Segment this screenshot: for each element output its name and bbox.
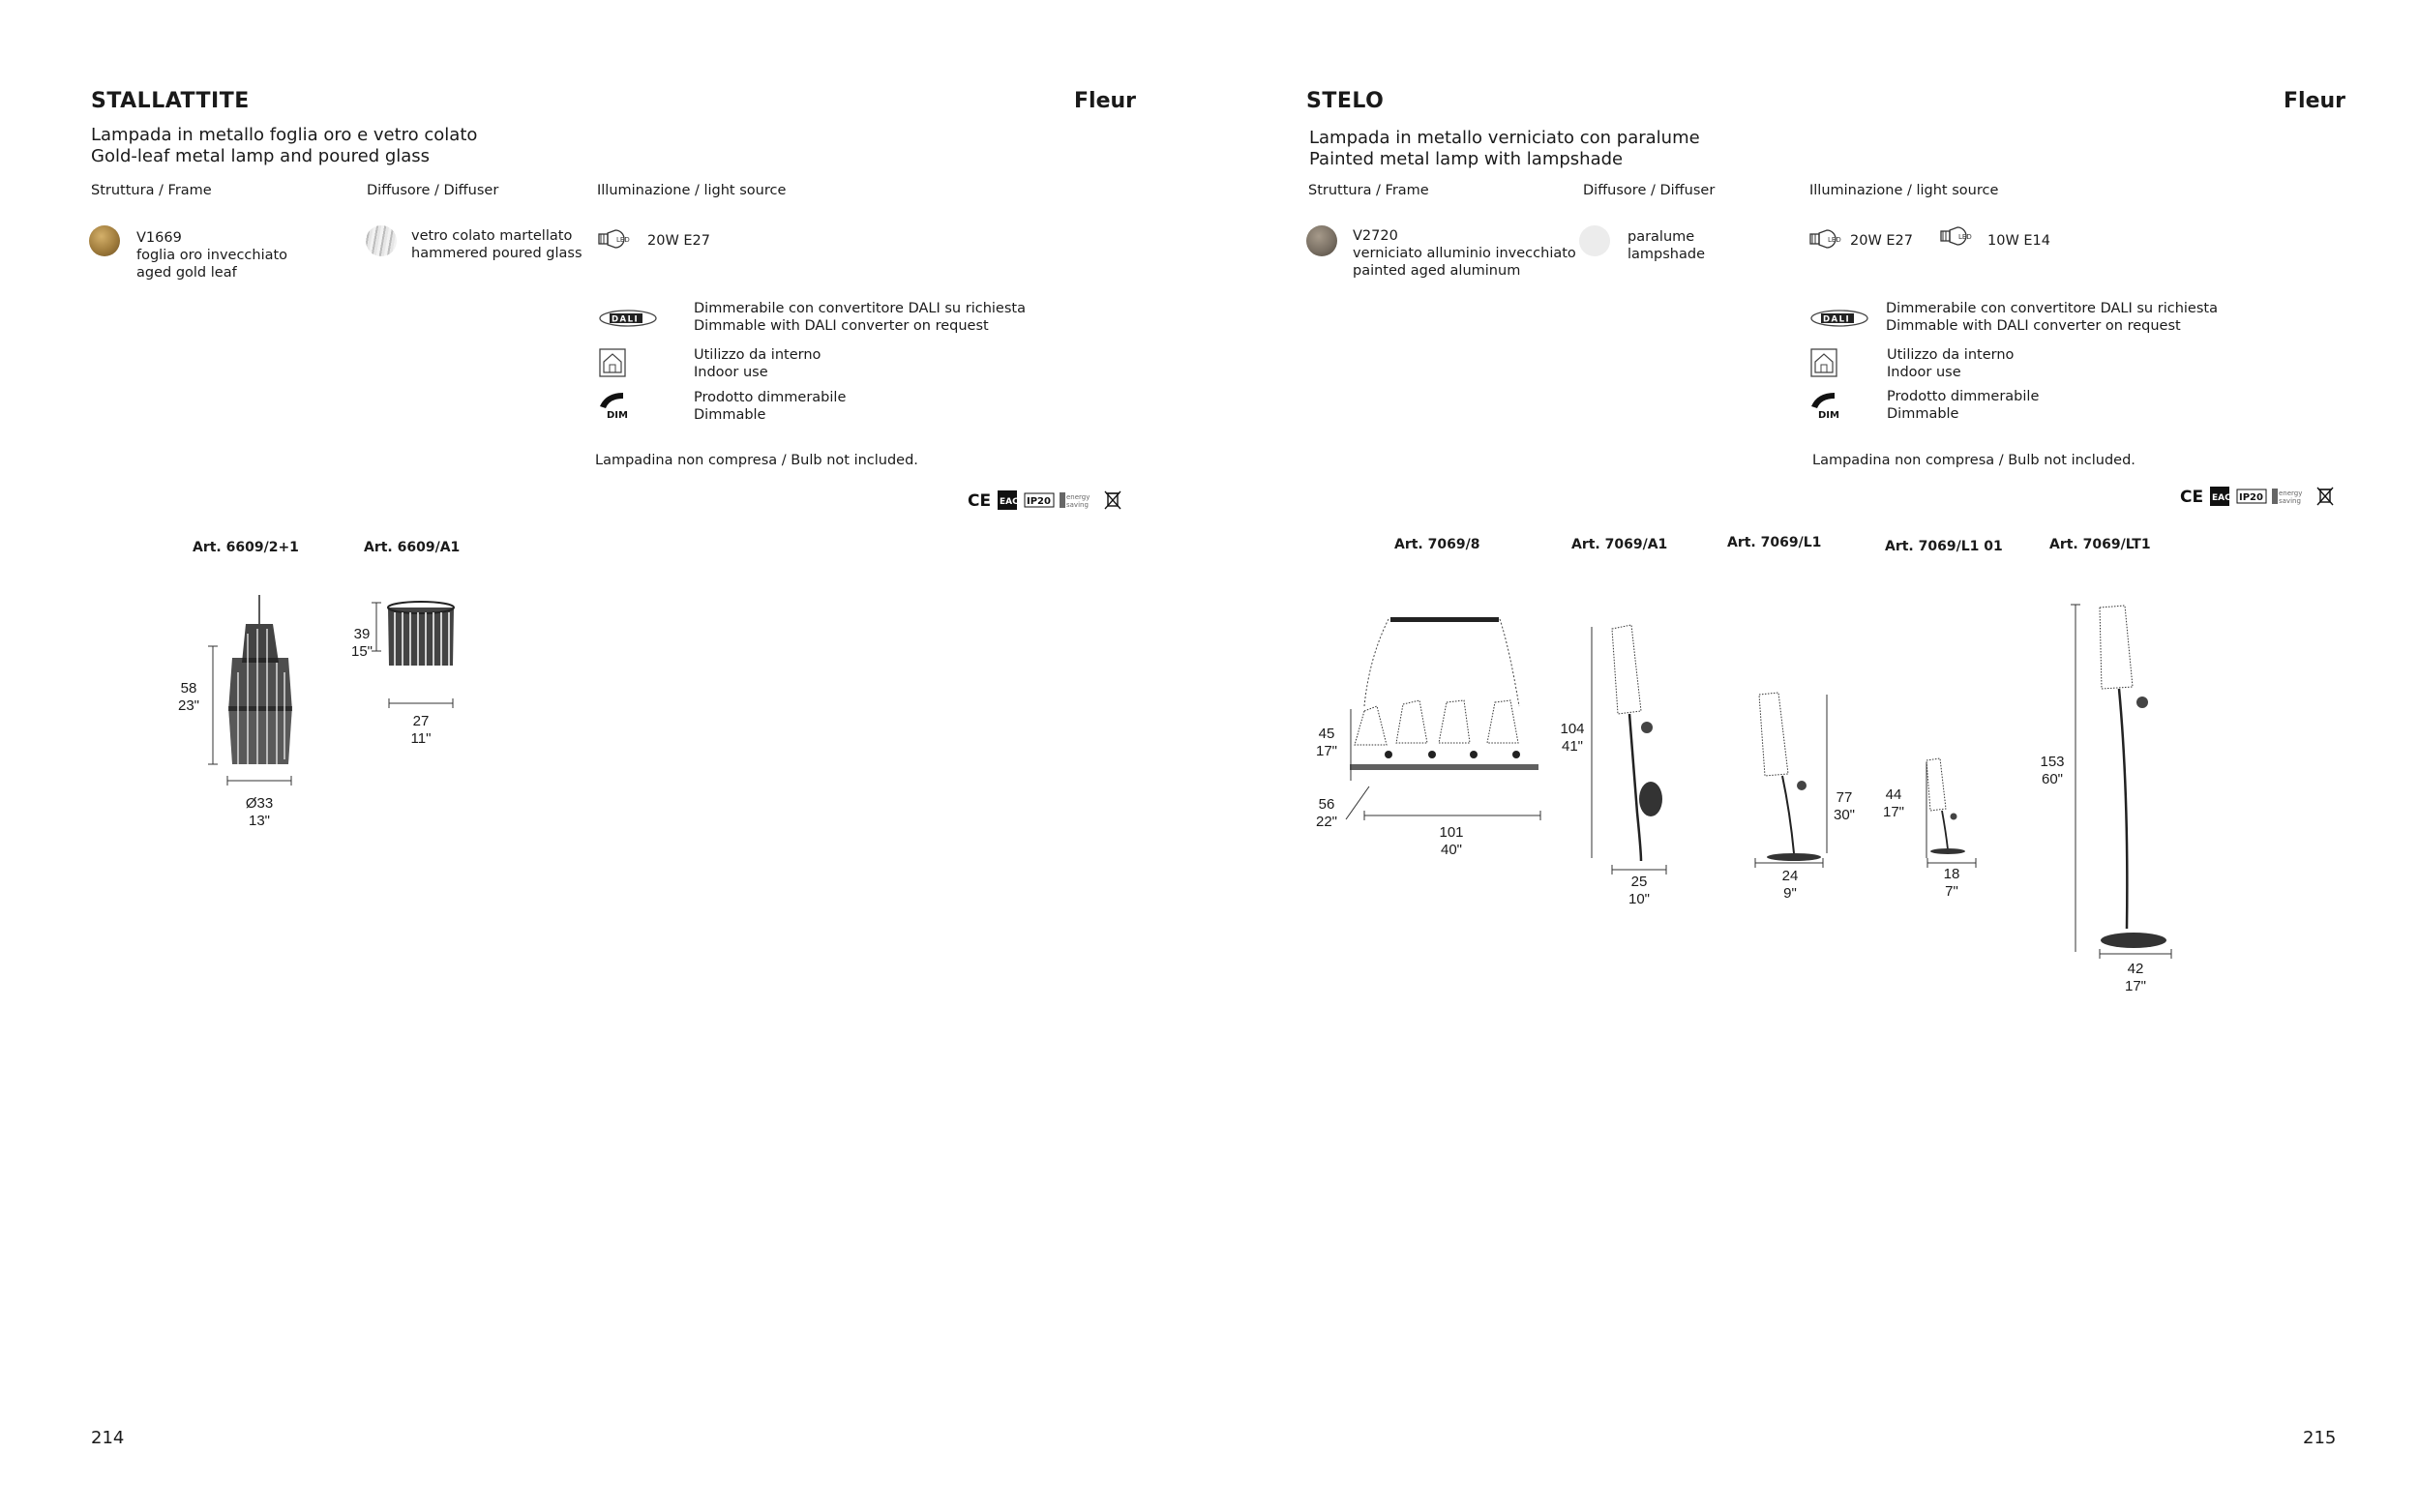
svg-text:LED: LED (1828, 236, 1841, 244)
dimension-width: 27 (412, 713, 430, 729)
led-bulb-icon (1809, 229, 1848, 249)
dali-en: Dimmable with DALI converter on request (694, 318, 989, 334)
svg-text:EAC: EAC (2212, 493, 2231, 503)
indoor-use-icon (1810, 348, 1837, 377)
indoor-it: Utilizzo da interno (694, 347, 821, 363)
dimension-width: 24 (1781, 868, 1799, 884)
dimmable-en: Dimmable (1887, 406, 1959, 422)
dimension-width: 42 (2127, 961, 2144, 977)
dimension-height: 58 (180, 680, 197, 697)
dimension-height: 77 (1836, 789, 1853, 806)
weee-bin-icon (2317, 488, 2333, 505)
frame-finish-en: aged gold leaf (136, 265, 237, 281)
product-drawing-ceiling (385, 598, 457, 695)
diffuser-label: Diffusore / Diffuser (367, 183, 499, 198)
article-code: Art. 7069/L1 (1727, 535, 1822, 550)
dimension-diameter-in: 13" (248, 813, 270, 829)
energy-saving-mark: energy (2279, 489, 2303, 497)
energy-saving-mark: energy (1066, 493, 1090, 501)
article-code: Art. 7069/LT1 (2049, 537, 2151, 552)
dimension-height-in: 17" (1882, 804, 1904, 820)
frame-finish-it: verniciato alluminio invecchiato (1353, 246, 1576, 261)
dali-it: Dimmerabile con convertitore DALI su richiesta (1886, 301, 2218, 316)
dimension-diameter: Ø33 (245, 795, 274, 812)
indoor-it: Utilizzo da interno (1887, 347, 2015, 363)
led-bulb-icon (598, 229, 637, 249)
article-code: Art. 6609/2+1 (193, 540, 299, 555)
svg-text:DIM: DIM (607, 410, 628, 420)
ce-mark: CE (2180, 488, 2204, 507)
diffuser-en: lampshade (1628, 247, 1705, 262)
bulb-not-included: Lampadina non compresa / Bulb not included. (1812, 453, 2135, 468)
brand-name: Fleur (1074, 89, 1137, 113)
article-code: Art. 6609/A1 (364, 540, 461, 555)
diffuser-en: hammered poured glass (411, 246, 582, 261)
ce-mark: CE (968, 491, 992, 511)
dimension-width: 101 (1439, 824, 1464, 841)
dimension-width-in: 11" (410, 730, 432, 747)
diffuser-it: paralume (1628, 229, 1695, 245)
dimension-height-in: 30" (1833, 807, 1855, 823)
frame-label: Struttura / Frame (91, 183, 212, 198)
dimension-width: 18 (1943, 866, 1960, 882)
dali-icon (598, 308, 658, 329)
dali-it: Dimmerabile con convertitore DALI su richiesta (694, 301, 1026, 316)
bulb-spec: 20W E27 (647, 233, 711, 249)
diffuser-it: vetro colato martellato (411, 228, 573, 244)
dimension-height: 104 (1560, 721, 1585, 737)
article-code: Art. 7069/A1 (1571, 537, 1668, 552)
ip20-mark: IP20 (2239, 492, 2263, 503)
light-source-label: Illuminazione / light source (597, 183, 787, 198)
product-drawing-suspension (1350, 609, 1538, 788)
dimension-height: 44 (1885, 786, 1902, 803)
svg-text:EAC: EAC (1000, 497, 1019, 507)
description-en: Gold-leaf metal lamp and poured glass (91, 146, 431, 166)
light-source-label: Illuminazione / light source (1809, 183, 1999, 198)
diffuser-label: Diffusore / Diffuser (1583, 183, 1716, 198)
ip20-mark: IP20 (1027, 496, 1051, 507)
description-it: Lampada in metallo foglia oro e vetro colato (91, 125, 478, 145)
frame-code: V1669 (136, 230, 182, 246)
svg-text:LED: LED (616, 236, 630, 244)
dimmable-en: Dimmable (694, 407, 766, 423)
glass-swatch (366, 225, 397, 256)
frame-finish-en: painted aged aluminum (1353, 263, 1521, 279)
dimmable-icon (1809, 391, 1844, 420)
led-bulb-icon (1940, 226, 1979, 246)
product-title: STELO (1306, 89, 1385, 113)
certification-marks (968, 489, 1124, 512)
article-code: Art. 7069/8 (1394, 537, 1480, 552)
aluminum-swatch (1306, 225, 1337, 256)
certification-marks (2180, 485, 2337, 508)
dali-icon (1809, 308, 1869, 329)
frame-code: V2720 (1353, 228, 1398, 244)
product-title: STALLATTITE (91, 89, 250, 113)
dimension-width-in: 17" (2124, 978, 2146, 994)
article-code: Art. 7069/L1 01 (1885, 539, 2003, 554)
brand-name: Fleur (2284, 89, 2346, 113)
product-drawing-wall (1598, 619, 1676, 866)
page-number: 214 (91, 1428, 125, 1448)
dimension-height-in: 23" (177, 697, 199, 714)
dimmable-it: Prodotto dimmerabile (694, 390, 847, 405)
svg-text:DALI: DALI (612, 314, 640, 325)
gold-swatch (89, 225, 120, 256)
bulb-spec: 10W E14 (1987, 233, 2051, 249)
indoor-use-icon (599, 348, 626, 377)
dimension-width-in: 40" (1440, 842, 1462, 858)
bulb-not-included: Lampadina non compresa / Bulb not included. (595, 453, 918, 468)
dimmable-icon (598, 391, 633, 420)
dimension-height-in: 15" (350, 643, 373, 660)
svg-text:saving: saving (1066, 501, 1089, 509)
description-en: Painted metal lamp with lampshade (1309, 149, 1624, 169)
dimension-depth: 56 (1318, 796, 1335, 813)
dimension-width-in: 9" (1783, 885, 1797, 902)
svg-text:DIM: DIM (1818, 410, 1839, 420)
frame-finish-it: foglia oro invecchiato (136, 248, 288, 263)
dali-en: Dimmable with DALI converter on request (1886, 318, 2181, 334)
weee-bin-icon (1105, 491, 1120, 509)
dimension-height-in: 60" (2041, 771, 2063, 787)
svg-text:DALI: DALI (1823, 314, 1851, 325)
dimension-height-in: 41" (1561, 738, 1583, 755)
dimension-height: 153 (2040, 754, 2065, 770)
dimension-depth-in: 22" (1315, 814, 1337, 830)
dimmable-it: Prodotto dimmerabile (1887, 389, 2040, 404)
frame-label: Struttura / Frame (1308, 183, 1429, 198)
indoor-en: Indoor use (694, 365, 768, 380)
dimension-height: 39 (353, 626, 371, 642)
lampshade-swatch (1579, 225, 1610, 256)
dimension-height-in: 17" (1315, 743, 1337, 759)
dimension-height: 45 (1318, 726, 1335, 742)
dimension-width-in: 10" (1628, 891, 1650, 907)
svg-text:saving: saving (2279, 497, 2301, 505)
indoor-en: Indoor use (1887, 365, 1961, 380)
dimension-width-in: 7" (1945, 883, 1958, 900)
dimension-width: 25 (1630, 874, 1648, 890)
svg-text:LED: LED (1958, 233, 1972, 241)
page-number: 215 (2303, 1428, 2337, 1448)
product-drawing-floor (2080, 600, 2187, 958)
bulb-spec: 20W E27 (1850, 233, 1914, 249)
description-it: Lampada in metallo verniciato con paralume (1309, 128, 1700, 148)
